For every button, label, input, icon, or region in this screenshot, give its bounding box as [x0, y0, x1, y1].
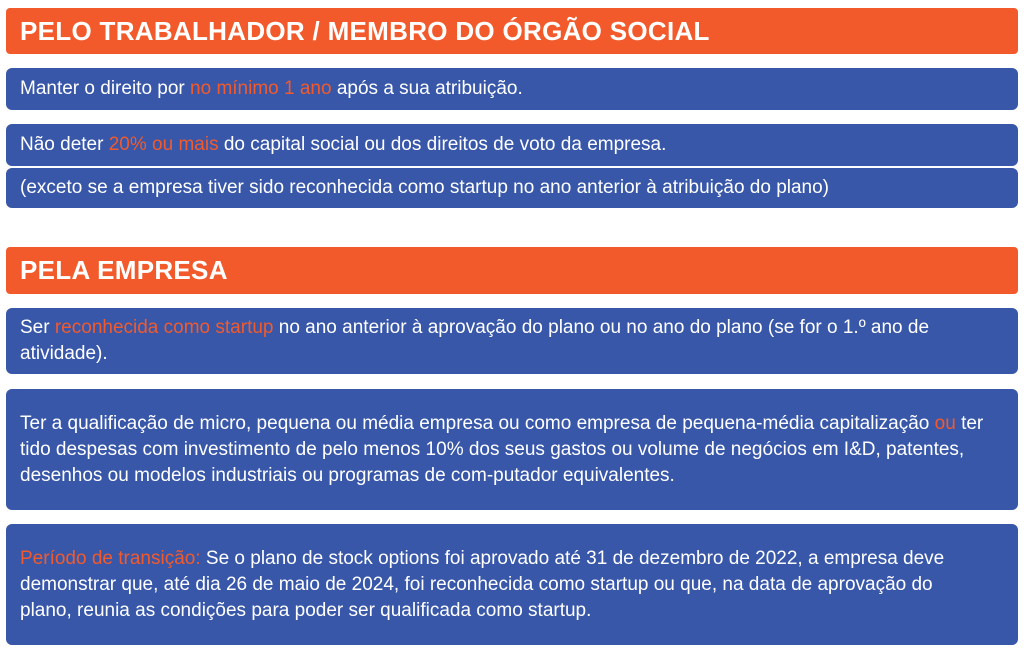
company-transition-period	[6, 524, 1018, 645]
text-segment: ter tido despesas com investimento de pelo menos 10% dos seus gastos ou volume de negócios em I&D, patentes, desenhos ou modelos industriais ou programas de com-putador equivalentes.	[20, 412, 984, 486]
company-section-title: PELA EMPRESA	[20, 255, 228, 285]
worker-section-title: PELO TRABALHADOR / MEMBRO DO ÓRGÃO SOCIAL	[20, 15, 710, 46]
company-condition-size-text	[20, 411, 1000, 489]
highlight-text: reconhecida como startup	[54, 317, 274, 338]
worker-condition-duration-text	[20, 76, 523, 102]
company-condition-startup	[6, 308, 1018, 374]
text-segment: Se o plano de stock options foi aprovado até 31 de dezembro de 2022, a empresa deve demonstrar que, até dia 26 de maio de 2024, foi reconhecida como startup ou que, na data de aprovação do plano, reunia as condições para poder ser qualificada como startup.	[20, 547, 945, 621]
company-transition-period-text	[20, 546, 978, 624]
worker-section-header	[6, 8, 1018, 54]
highlight-text: Período de transição:	[20, 547, 201, 569]
worker-condition-capital	[6, 124, 1018, 166]
text-segment: Ser	[20, 317, 55, 338]
worker-condition-exception-text: (exceto se a empresa tiver sido reconhecida como startup no ano anterior à atribuição do plano)	[20, 177, 830, 198]
highlight-text: no mínimo 1 ano	[190, 78, 332, 99]
highlight-text: 20% ou mais	[108, 134, 219, 155]
text-segment: Ter a qualificação de micro, pequena ou média empresa ou como empresa de pequena-média capitalização	[20, 412, 935, 434]
text-segment: Manter o direito por	[20, 78, 191, 99]
text-segment: do capital social ou dos direitos de voto da empresa.	[218, 134, 667, 155]
worker-condition-exception	[6, 168, 1018, 208]
worker-condition-capital-text	[20, 132, 666, 158]
text-segment: após a sua atribuição.	[331, 78, 523, 99]
highlight-text: ou	[934, 412, 956, 434]
company-condition-startup-text	[20, 315, 1000, 367]
text-segment: Não deter	[20, 134, 109, 155]
company-condition-size	[6, 389, 1018, 510]
worker-condition-duration	[6, 68, 1018, 110]
company-section-header	[6, 247, 1018, 294]
text-segment: no ano anterior à aprovação do plano ou no ano do plano (se for o 1.º ano de atividade).	[20, 317, 930, 364]
